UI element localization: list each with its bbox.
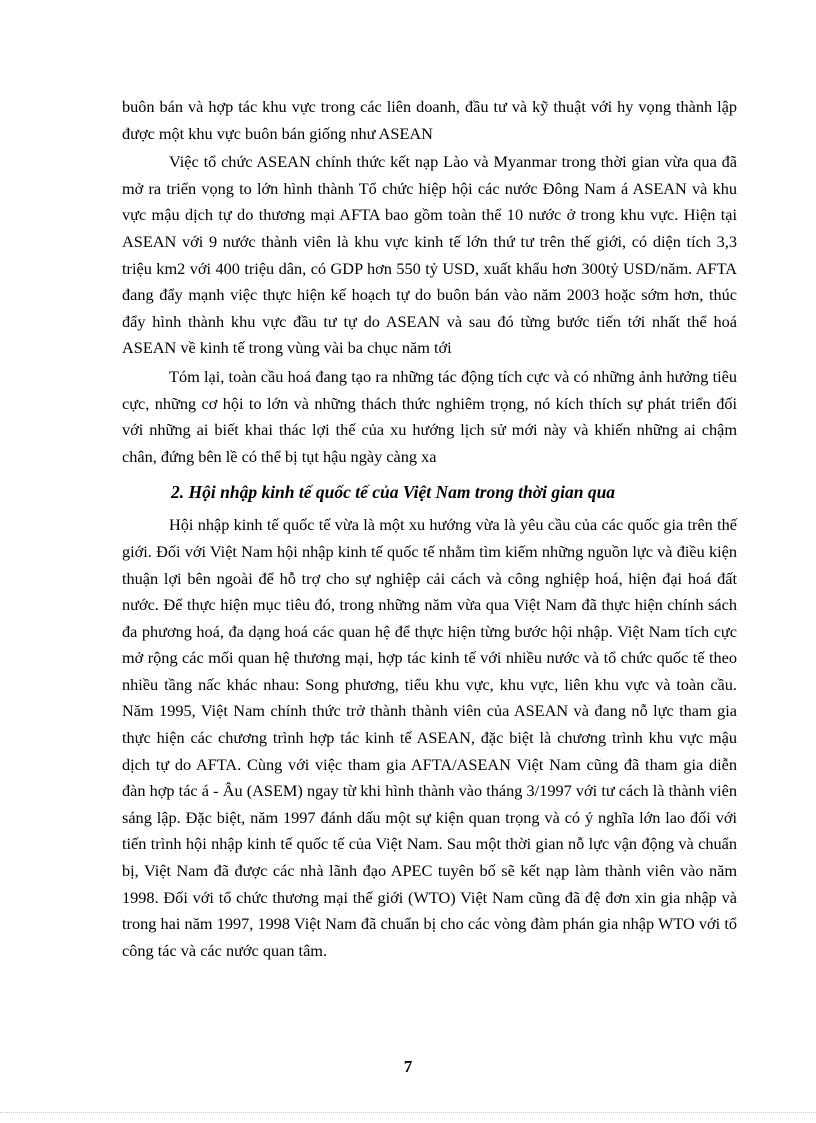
paragraph-continuation: buôn bán và hợp tác khu vực trong các liên doanh, đầu tư và kỹ thuật với hy vọng thành lập được một khu vực buôn bán giống như ASEAN	[122, 97, 737, 143]
page-number: 7	[403, 1057, 413, 1076]
page-body	[122, 94, 737, 964]
paragraph-globalization-summary: Tóm lại, toàn cầu hoá đang tạo ra những tác động tích cực và có những ảnh hưởng tiêu cực, những cơ hội to lớn và những thách thức nghiêm trọng, nó kích thích sự phát triển đối với những ai biết khai thác lợi thế của xu hướng lịch sử mới này và khiến những ai chậm chân, đứng bên lề có thể bị tụt hậu ngày càng xa	[122, 366, 737, 466]
paragraph-vietnam-integration: Hội nhập kinh tế quốc tế vừa là một xu hướng vừa là yêu cầu của các quốc gia trên thế giới. Đối với Việt Nam hội nhập kinh tế quốc tế nhằm tìm kiếm những nguồn lực và điều kiện thuận lợi bên ngoài để hỗ trợ cho sự nghiệp cải cách và công nghiệp hoá, hiện đại hoá đất nước. Để thực hiện mục tiêu đó, trong những năm vừa qua Việt Nam đã thực hiện chính sách đa phương hoá, đa dạng hoá các quan hệ để thực hiện từng bước hội nhập. Việt Nam tích cực mở rộng các mối quan hệ thương mại, hợp tác kinh tế với nhiều nước và tổ chức quốc tế theo nhiều tầng nấc khác nhau: Song phương, tiểu khu vực, khu vực, liên khu vực và toàn cầu. Năm 1995, Việt Nam chính thức trở thành thành viên của ASEAN và đang nỗ lực tham gia thực hiện các chương trình hợp tác kinh tế ASEAN, đặc biệt là chương trình khu vực mậu dịch tự do AFTA. Cùng với việc tham gia AFTA/ASEAN Việt Nam cũng đã tham gia diễn đàn hợp tác á - Âu (ASEM) ngay từ khi hình thành vào tháng 3/1997 với tư cách là thành viên sáng lập. Đặc biệt, năm 1997 đánh dấu một sự kiện quan trọng và có ý nghĩa lớn lao đối với tiến trình hội nhập kinh tế quốc tế của Việt Nam. Sau một thời gian nỗ lực vận động và chuẩn bị, Việt Nam đã được các nhà lãnh đạo APEC tuyên bố sẽ kết nạp làm thành viên vào năm 1998. Đối với tổ chức thương mại thế giới (WTO) Việt Nam cũng đã đệ đơn xin gia nhập và trong hai năm 1997, 1998 Việt Nam đã chuẩn bị cho các vòng đàm phán gia nhập WTO với tổ công tác và các nước quan tâm.	[122, 515, 737, 960]
section-heading: 2. Hội nhập kinh tế quốc tế của Việt Nam trong thời gian qua	[171, 482, 616, 503]
page-bottom-border	[0, 1112, 816, 1113]
paragraph-asean-expansion: Việc tổ chức ASEAN chính thức kết nạp Lào và Myanmar trong thời gian vừa qua đã mở ra triển vọng to lớn hình thành Tổ chức hiệp hội các nước Đông Nam á ASEAN và khu vực mậu dịch tự do thương mại AFTA bao gồm toàn thể 10 nước ở trong khu vực. Hiện tại ASEAN với 9 nước thành viên là khu vực kinh tế lớn thứ tư trên thế giới, có diện tích 3,3 triệu km2 với 400 triệu dân, có GDP hơn 550 tỷ USD, xuất khẩu hơn 300tỷ USD/năm. AFTA đang đẩy mạnh việc thực hiện kế hoạch tự do buôn bán vào năm 2003 hoặc sớm hơn, thúc đẩy hình thành khu vực đầu tư tự do ASEAN và sau đó từng bước tiến tới nhất thể hoá ASEAN về kinh tế trong vùng vài ba chục năm tới	[122, 152, 737, 358]
